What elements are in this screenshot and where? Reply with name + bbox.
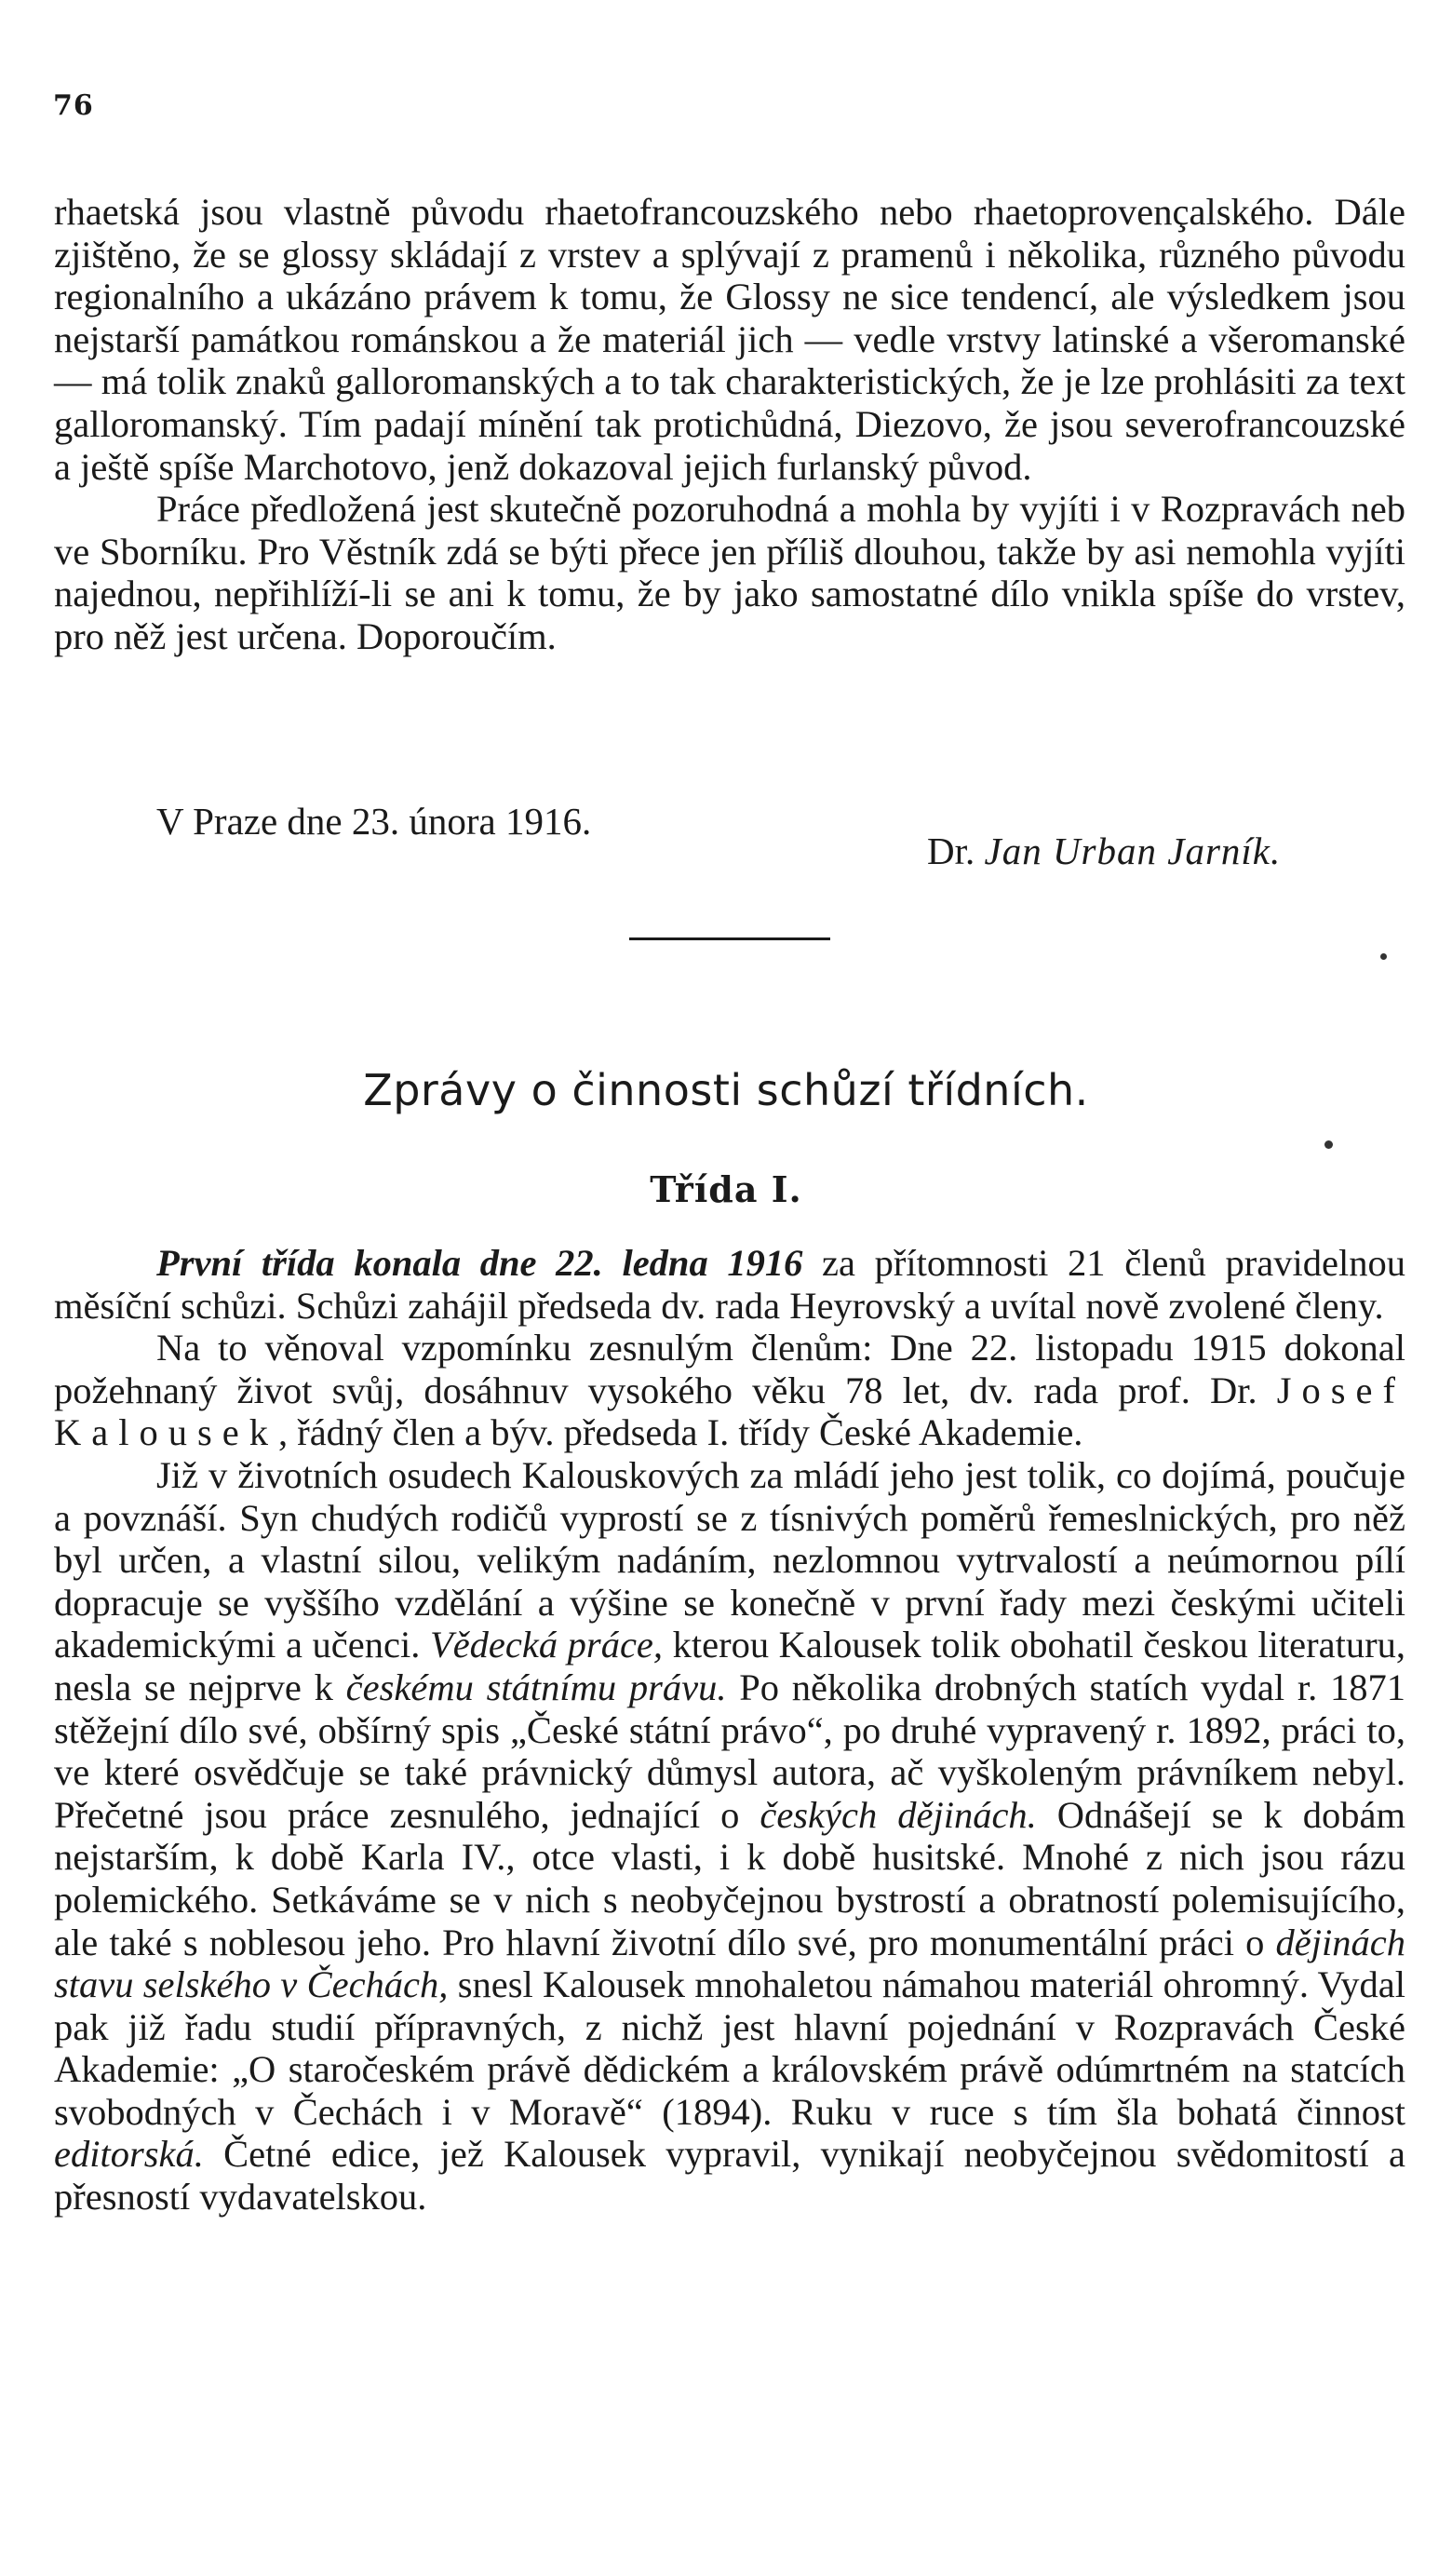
report-paragraph-1 [54,1242,1405,1327]
report-p2-a: Na to věnoval vzpomínku zesnulým členům: Dne 22. listopadu 1915 dokonal požehnaný život svůj, dosáhnuv vysokého věku 78 let, dv. rada prof. Dr. [54,1327,1405,1411]
report-paragraph-3 [54,1454,1405,2219]
review-paragraph-2: Práce předložená jest skutečně pozoruhodná a mohla by vyjíti i v Rozpravách neb ve Sborníku. Pro Věstník zdá se býti přece jen příliš dlouhou, takže by asi nemohla vyjíti najednou, nepřihlíží-li se ani k tomu, že by jako samostatné dílo vnikla spíše do vrstev, pro něž jest určena. Doporoučím. [54,488,1405,657]
dateline: V Praze dne 23. února 1916. [156,800,592,843]
member-name: Josef Kalousek [54,1369,1405,1454]
review-paragraph-1: rhaetská jsou vlastně původu rhaetofrancouzského nebo rhaetoprovençalského. Dále zjištěno, že se glossy skládají z vrstev a splývají z pramenů i několika, různého původu regionalního a ukázáno právem k tomu, že Glossy ne sice tendencí, ale výsledkem jsou nejstarší památkou románskou a že materiál jich — vedle vrstvy latinské a všeromanské — má tolik znaků galloromanských a to tak charakteristických, že je lze prohlásiti za text galloromanský. Tím padají mínění tak protichůdná, Diezovo, že jsou severofrancouzské a ještě spíše Marchotovo, jenž dokazoval jejich furlanský původ. [54,191,1405,488]
report-p3-e: snesl Kalousek mnohaletou námahou materiál ohromný. Vydal pak již řadu studií přípravných, z nichž jest hlavní pojednání v Rozpravách České Akademie: „O staročeském právě dědickém a královském právě odúmrtném na statcích svobodných v Čechách i v Moravě“ (1894). Ruku v ruce s tím šla bohatá činnost [54,1963,1406,2133]
report-paragraph-2 [54,1327,1405,1454]
report-p3-a: Již v životních osudech Kalouskových za mládí jeho jest tolik, co dojímá, poučuje a povznáší. Syn chudých rodičů vyprostí se z tísnivých poměrů řemeslnických, pro něž byl určen, a vlastní silou, velikým nadáním, nezlomnou vytrvalostí a neúmornou pílí dopracuje se vyššího vzdělání a výšine se konečně v první řady mezi českými učiteli akademickými a učenci. [54,1453,1405,1666]
report-p3-b: kterou Kalousek tolik obohatil českou literaturu, nesla se nejprve k [54,1624,1405,1708]
report-p3-f: Četné edice, jež Kalousek vypravil, vynikají neobyčejnou svědomitostí a přesností vydavatelskou. [54,2133,1405,2219]
report-p2-b: , řádný člen a býv. předseda I. třídy České Akademie. [277,1411,1083,1454]
page-number: 76 [53,89,94,122]
report-em-state-law: českému státnímu právu. [345,1666,727,1708]
class-heading: Třída I. [650,1168,802,1210]
report-p3-c: Po několika drobných statích vydal r. 1871 stěžejní dílo své, obšírný spis „České státní právo“, po druhé vypravený r. 1892, práci to, ve které osvědčuje se také právnický důmysl autora, ač vyškoleným právníkem nebyl. Přečetné jsou práce zesnulého, jednající o [54,1666,1405,1836]
report-em-czech-history: českých dějinách. [760,1793,1037,1836]
report-text [54,1242,1405,2219]
report-em-peasant-history: dějinách stavu selského v Čechách, [54,1921,1405,2006]
signature-title: Dr. [927,829,975,872]
report-em-scientific-work: Vědecká práce, [429,1624,664,1666]
review-text [54,191,1405,658]
signature [927,829,1281,873]
section-title: Zprávy o činnosti schůzí třídních. [363,1065,1089,1115]
report-em-editorial: editorská. [54,2133,204,2176]
signature-name: Jan Urban Jarník. [984,829,1282,872]
print-speck [1380,953,1387,960]
report-p3-d: Odnášejí se k dobám nejstarším, k době Karla IV., otce vlasti, i k době husitské. Mnohé z nich jsou rázu polemického. Setkáváme se v nich s neobyčejnou bystrostí a obratností polemisujícího, ale také s noblesou jeho. Pro hlavní životní dílo své, pro monumentální práci o [54,1793,1405,1963]
report-p1-rest: za přítomnosti 21 členů pravidelnou měsíční schůzi. Schůzi zahájil předseda dv. rada Heyrovský a uvítal nově zvolené členy. [54,1242,1405,1327]
section-divider [629,937,830,940]
report-lead: První třída konala dne 22. ledna 1916 [156,1242,803,1284]
print-speck [1324,1140,1333,1149]
